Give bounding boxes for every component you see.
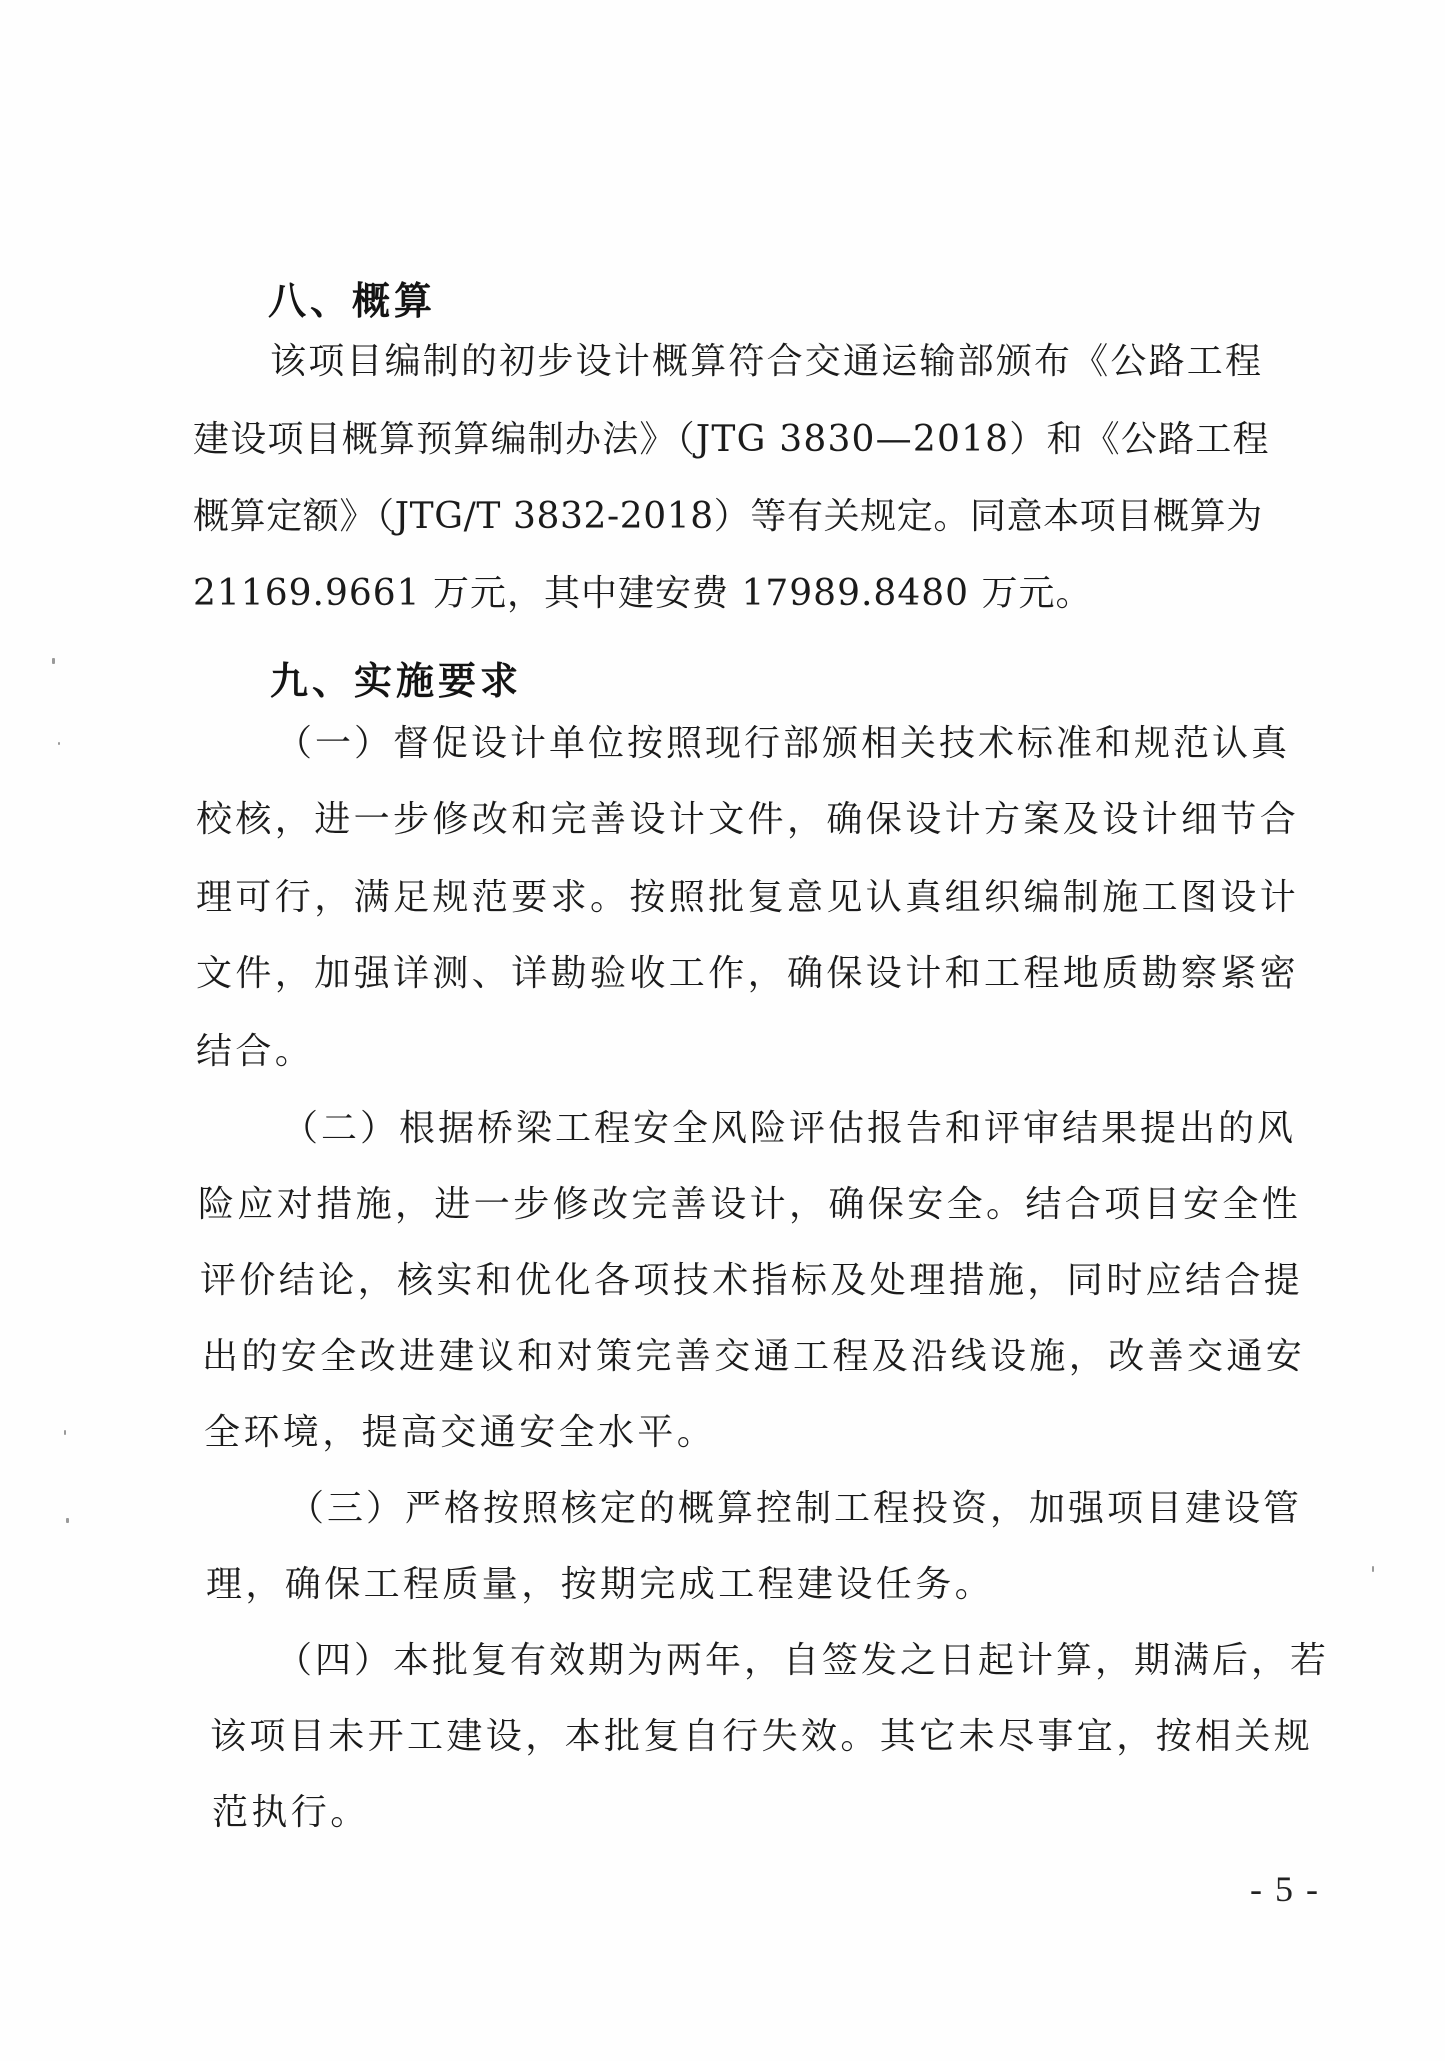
budget-paragraph-line: 21169.9661 万元，其中建安费 17989.8480 万元。 [193,573,1093,614]
requirements-paragraph-line: 理可行，满足规范要求。按照批复意见认真组织编制施工图设计 [196,877,1300,918]
requirements-paragraph-line: 全环境，提高交通安全水平。 [204,1412,717,1453]
requirements-paragraph-line: 结合。 [196,1031,315,1072]
requirements-paragraph-line: 理，确保工程质量，按期完成工程建设任务。 [206,1564,995,1605]
requirements-paragraph-line: 该项目未开工建设，本批复自行失效。其它未尽事宜，按相关规 [210,1716,1314,1757]
budget-paragraph-line: 概算定额》（JTG/T 3832-2018）等有关规定。同意本项目概算为 [193,496,1263,537]
requirements-paragraph-line: 文件，加强详测、详勘验收工作，确保设计和工程地质勘察紧密 [196,953,1300,994]
section-heading-budget: 八、概算 [268,279,437,323]
scan-speck [66,1518,69,1523]
budget-paragraph-line: 建设项目概算预算编制办法》（JTG 3830—2018）和《公路工程 [193,419,1270,460]
requirements-paragraph-line: 出的安全改进建议和对策完善交通工程及沿线设施，改善交通安 [202,1336,1306,1377]
requirements-paragraph-line: （二）根据桥梁工程安全风险评估报告和评审结果提出的风 [282,1108,1297,1149]
budget-paragraph-line: 该项目编制的初步设计概算符合交通运输部颁布《公路工程 [270,341,1264,382]
requirements-paragraph-line: （三）严格按照核定的概算控制工程投资，加强项目建设管 [288,1488,1303,1529]
requirements-paragraph-line: 险应对措施，进一步修改完善设计，确保安全。结合项目安全性 [198,1184,1302,1225]
requirements-paragraph-line: 评价结论，核实和优化各项技术指标及处理措施，同时应结合提 [200,1260,1304,1301]
scan-speck [52,658,55,664]
scan-speck [64,1430,66,1435]
section-heading-requirements: 九、实施要求 [270,659,523,703]
scan-speck [1372,1566,1374,1572]
requirements-paragraph-line: 校核，进一步修改和完善设计文件，确保设计方案及设计细节合 [196,799,1300,840]
page-number: - 5 - [1250,1869,1320,1909]
scan-speck [58,742,60,745]
requirements-paragraph-line: （四）本批复有效期为两年，自签发之日起计算，期满后，若 [276,1640,1330,1681]
requirements-paragraph-line: 范执行。 [212,1792,370,1833]
requirements-paragraph-line: （一）督促设计单位按照现行部颁相关技术标准和规范认真 [276,723,1291,764]
